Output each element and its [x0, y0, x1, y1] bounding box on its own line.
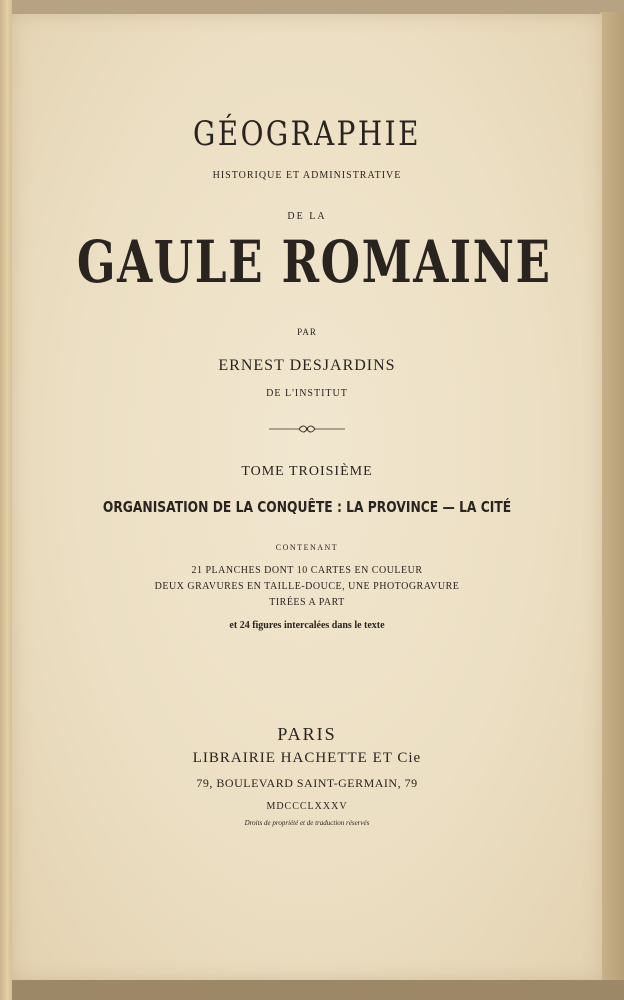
title-gaule-romaine: GAULE ROMAINE: [76, 228, 552, 296]
contents-label: CONTENANT: [275, 543, 339, 552]
publisher-name: LIBRAIRIE HACHETTE ET Cie: [192, 750, 422, 766]
ornament-divider-icon: [12, 422, 602, 440]
title-historique: HISTORIQUE ET ADMINISTRATIVE: [212, 170, 402, 181]
volume-label: TOME TROISIÈME: [241, 464, 373, 479]
book-cover-edge-left: [0, 0, 12, 1000]
title-de-la: DE LA: [287, 211, 327, 222]
contents-line: DEUX GRAVURES EN TAILLE-DOUCE, UNE PHOTOGRAVURE: [154, 581, 460, 592]
publication-year: MDCCCLXXXV: [266, 801, 348, 812]
volume-subtitle: ORGANISATION DE LA CONQUÊTE : LA PROVINCE — LA CITÉ: [102, 498, 512, 516]
book-cover-edge-right: [600, 12, 624, 980]
publisher-address: 79, BOULEVARD SAINT-GERMAIN, 79: [196, 776, 418, 790]
by-label: PAR: [297, 327, 317, 337]
author-name: ERNEST DESJARDINS: [218, 357, 396, 374]
contents-line: 21 PLANCHES DONT 10 CARTES EN COULEUR: [191, 565, 423, 576]
title-page: [12, 14, 602, 980]
figures-note: et 24 figures intercalées dans le texte: [229, 620, 385, 631]
publication-city: PARIS: [277, 724, 337, 744]
contents-line: TIRÉES A PART: [269, 597, 345, 608]
author-affiliation: DE L'INSTITUT: [266, 388, 348, 399]
title-geographie: GÉOGRAPHIE: [193, 114, 421, 154]
rights-notice: Droits de propriété et de traduction réservés: [244, 819, 370, 827]
